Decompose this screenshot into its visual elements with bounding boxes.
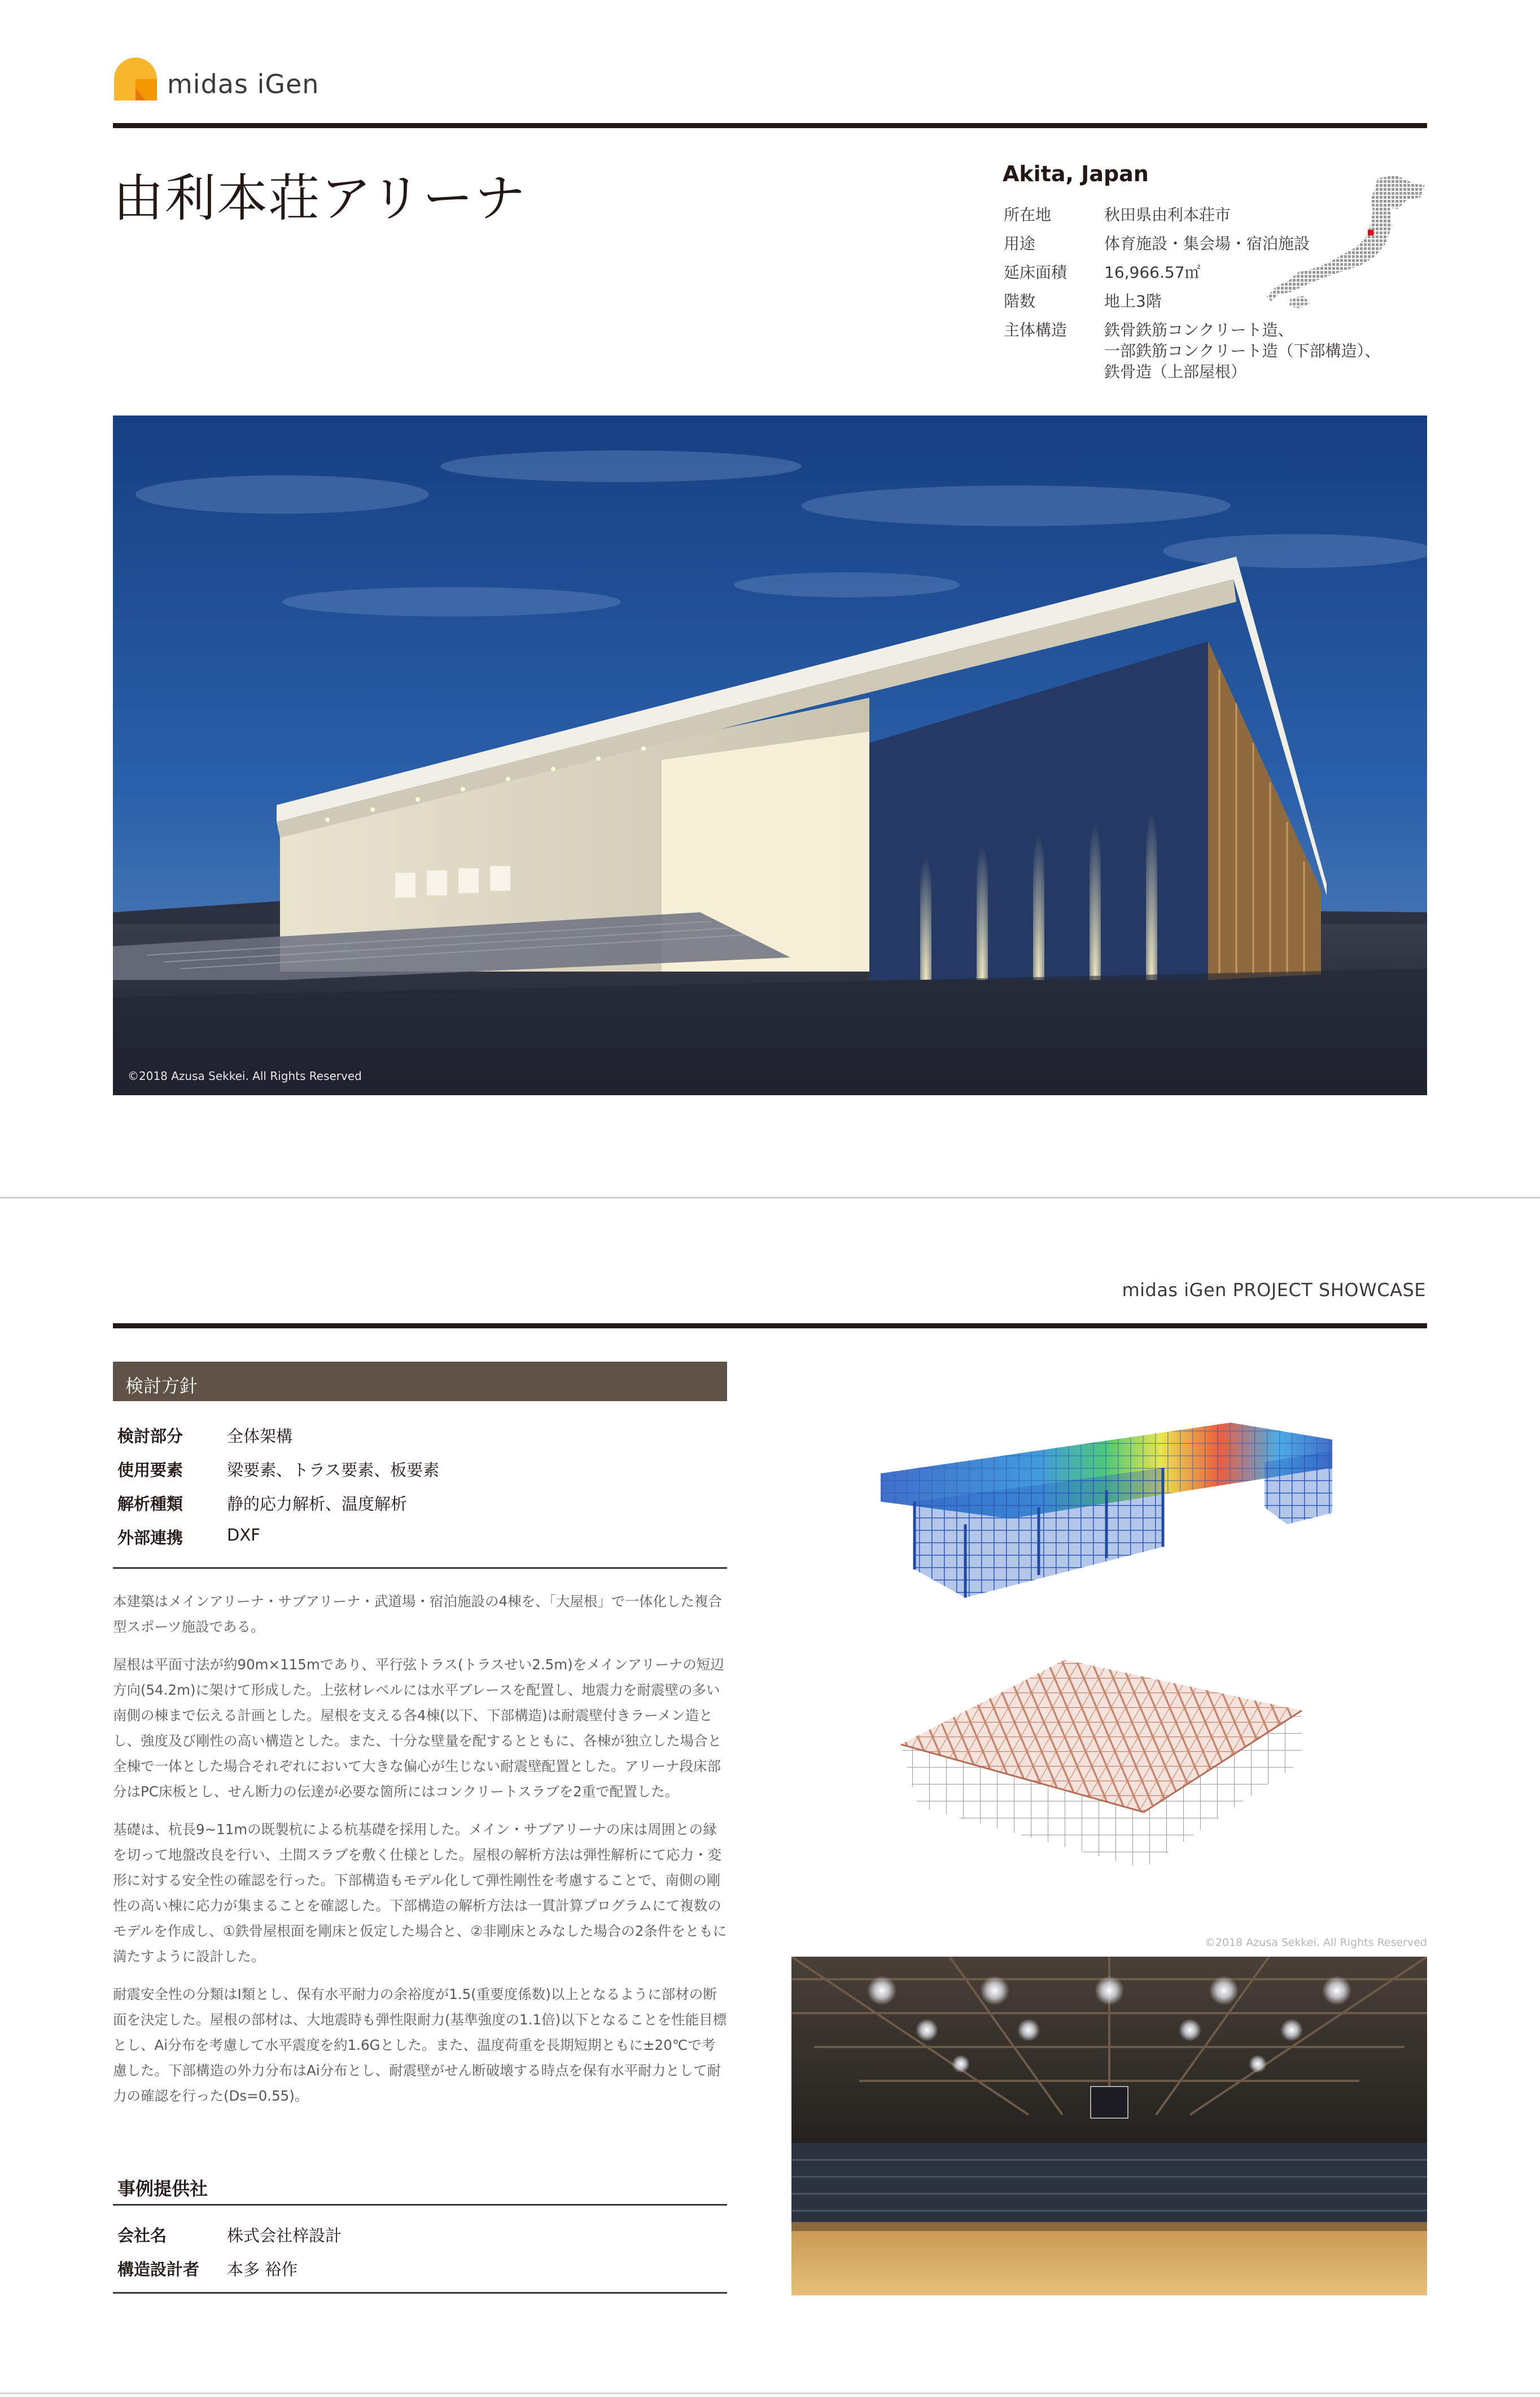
- spec-value-line: 鉄骨鉄筋コンクリート造、: [1104, 321, 1294, 339]
- paragraph: 耐震安全性の分類はⅠ類とし、保有水平耐力の余裕度が1.5(重要度係数)以上となるように部材の断面を決定した。屋根の部材は、大地震時も弾性限耐力(基準強度の1.1倍)以下となることを性能目標とし、Ai分布を考慮して水平震度を約1.6Gとした。また、温度荷重を長期短期ともに±20℃で考慮した。下部構造の外力分布はAi分布とし、耐震壁がせん断破壊する時点を保有水平耐力として耐力の確認を行った(Ds=0.55)。: [113, 1986, 727, 2104]
- credits-rule-bottom: [113, 2292, 727, 2294]
- credit-row: [117, 2257, 721, 2280]
- policy-row: [117, 1458, 721, 1481]
- page2-header-rule: [113, 1323, 1427, 1328]
- spec-value: [1104, 320, 1399, 382]
- spec-value: 16,966.57㎡: [1104, 263, 1201, 282]
- photo-credit: ©2018 Azusa Sekkei. All Rights Reserved: [128, 1069, 362, 1083]
- analysis-model-stress-figure: [869, 1406, 1338, 1631]
- policy-row: [117, 1491, 721, 1515]
- credit-key: 構造設計者: [117, 2260, 200, 2279]
- page-divider: [0, 1197, 1540, 1198]
- policy-value: 静的応力解析、温度解析: [227, 1494, 408, 1514]
- bottom-divider: [0, 2392, 1540, 2394]
- policy-row: [117, 1525, 721, 1549]
- policy-value: 全体架構: [227, 1427, 293, 1446]
- description-body: [113, 1589, 727, 2121]
- credit-key: 会社名: [117, 2226, 167, 2245]
- spec-value-line: 一部鉄筋コンクリート造（下部構造）、: [1104, 342, 1381, 360]
- paragraph: 屋根は平面寸法が約90m×115mであり、平行弦トラス(トラスせい2.5m)をメインアリーナの短辺方向(54.2m)に架けて形成した。上弦材レベルには水平ブレースを配置し、地震力を耐震壁の多い南側の棟まで伝える計画とした。屋根を支える各4棟(以下、下部構造)は耐震壁付きラーメン造とし、強度及び剛性の高い構造とした。また、十分な壁量を配するとともに、各棟が独立した場合と全棟で一体とした場合それぞれにおいて大きな偏心が生じない耐震壁配置とした。アリーナ段床部分はPC床板とし、せん断力の伝達が必要な箇所にはコンクリートスラブを2重で配置した。: [113, 1656, 724, 1800]
- policy-rule: [113, 1567, 727, 1569]
- spec-key: 階数: [1004, 292, 1036, 310]
- credits-rule-top: [113, 2204, 727, 2206]
- policy-section-bar: [113, 1362, 727, 1401]
- spec-key: 主体構造: [1004, 321, 1068, 339]
- spec-key: 所在地: [1004, 205, 1052, 224]
- page-title: 由利本荘アリーナ: [113, 169, 527, 228]
- credit-value: 本多 裕作: [227, 2260, 298, 2279]
- showcase-label: midas iGen PROJECT SHOWCASE: [1122, 1279, 1426, 1301]
- brand-logo-text: midas iGen: [167, 69, 320, 99]
- analysis-model-roof-truss-figure: [895, 1648, 1307, 1874]
- policy-key: 外部連携: [117, 1528, 183, 1547]
- policy-heading: 検討方針: [125, 1375, 198, 1397]
- policy-value: 梁要素、トラス要素、板要素: [227, 1460, 440, 1480]
- spec-value-line: 鉄骨造（上部屋根）: [1104, 362, 1247, 381]
- policy-key: 解析種類: [117, 1494, 183, 1514]
- paragraph: 基礎は、杭長9~11mの既製杭による杭基礎を採用した。メイン・サブアリーナの床は周囲との縁を切って地盤改良を行い、土間スラブを敷く仕様とした。屋根の解析方法は弾性解析にて応力・変形に対する安全性の確認を行った。下部構造もモデル化して弾性剛性を考慮することで、南側の剛性の高い棟に応力が集まることを確認した。下部構造の解析方法は一貫計算プログラムにて複数のモデルを作成し、①鉄骨屋根面を剛床と仮定した場合と、②非剛床とみなした場合の2条件をともに満たすように設計した。: [113, 1821, 727, 1965]
- policy-row: [117, 1424, 721, 1447]
- policy-key: 使用要素: [117, 1460, 183, 1480]
- arena-exterior-photo: [113, 415, 1427, 1095]
- model-image-credit: ©2018 Azusa Sekkei. All Rights Reserved: [1204, 1936, 1427, 1949]
- location-heading: Akita, Japan: [1003, 161, 1149, 186]
- spec-row: [1004, 320, 1399, 382]
- credit-value: 株式会社梓設計: [227, 2226, 342, 2245]
- credits-heading: 事例提供社: [117, 2178, 208, 2199]
- spec-value: 秋田県由利本荘市: [1104, 205, 1231, 224]
- spec-value: 地上3階: [1104, 292, 1162, 310]
- spec-value: 体育施設・集会場・宿泊施設: [1104, 234, 1310, 253]
- japan-map-icon: [1265, 172, 1428, 313]
- policy-value: DXF: [227, 1525, 260, 1545]
- paragraph: 本建築はメインアリーナ・サブアリーナ・武道場・宿泊施設の4棟を、「大屋根」で一体化した複合型スポーツ施設である。: [113, 1593, 722, 1635]
- spec-key: 用途: [1004, 234, 1036, 253]
- spec-key: 延床面積: [1004, 263, 1068, 282]
- credit-row: [117, 2223, 721, 2246]
- header-rule: [113, 123, 1427, 128]
- arena-interior-photo: [791, 1957, 1427, 2295]
- policy-key: 検討部分: [117, 1427, 183, 1446]
- midas-logo-icon: [113, 56, 158, 102]
